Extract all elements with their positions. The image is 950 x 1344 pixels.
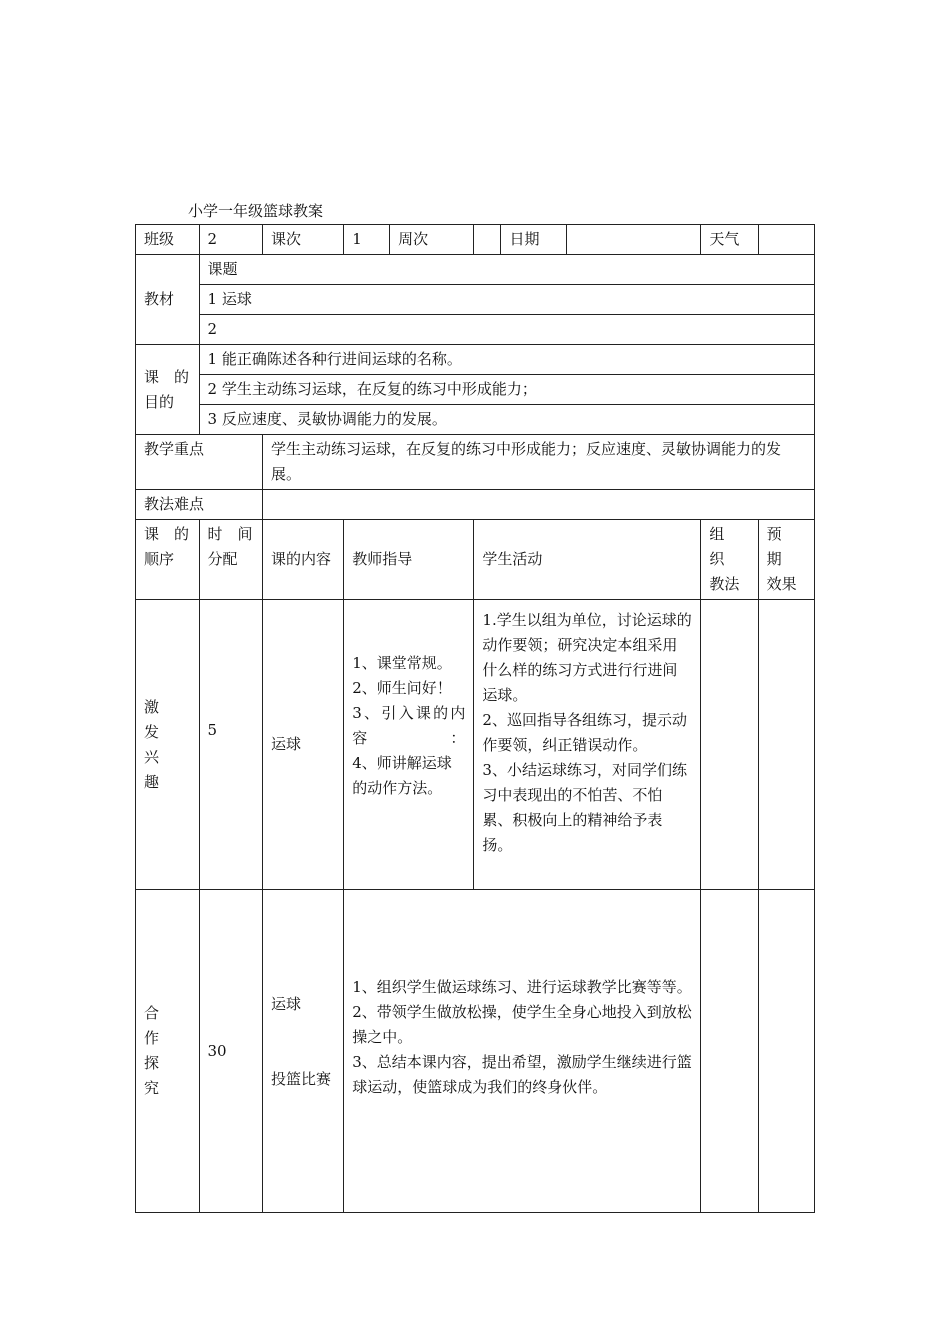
section-activity [344, 890, 701, 1213]
section-stage [136, 600, 200, 890]
section-row [136, 600, 815, 890]
lesson-plan-table [135, 224, 815, 1213]
col-student: 学生活动 [474, 520, 701, 600]
lesson-label: 课次 [263, 225, 344, 255]
weather-label: 天气 [701, 225, 758, 255]
section-time: 30 [199, 890, 263, 1213]
content-item: 运球 [271, 995, 302, 1013]
teacher-step: 4、师讲解运球的动作方法。 [352, 753, 452, 797]
student-step: 2、巡回指导各组练习，提示动作要领，纠正错误动作。 [482, 711, 687, 754]
student-step: 1.学生以组为单位，讨论运球的动作要领；研究决定本组采用什么样的练习方式进行行进间运球。 [482, 611, 692, 704]
teacher-step: 3、引入课的内容： [352, 703, 466, 747]
key-point-row [136, 435, 815, 490]
section-teacher [344, 600, 474, 890]
section-effect [758, 890, 814, 1213]
purpose-row [136, 345, 815, 375]
purpose-row [136, 405, 815, 435]
col-organize-line2: 教法 [709, 575, 740, 593]
stage-char: 趣 [144, 772, 160, 791]
weather-value [758, 225, 814, 255]
stage-char: 探 [144, 1054, 160, 1072]
page-title: 小学一年级篮球教案 [188, 202, 324, 220]
column-header-row [136, 520, 815, 600]
section-content [263, 890, 344, 1213]
student-step: 3、小结运球练习，对同学们练习中表现出的不怕苦、不怕累、积极向上的精神给予表扬。 [482, 761, 687, 854]
purpose-item-1: 1 能正确陈述各种行进间运球的名称。 [199, 345, 814, 375]
stage-char: 激 [144, 697, 160, 716]
content-item: 投篮比赛 [271, 1070, 332, 1088]
section-organize [701, 600, 758, 890]
material-topic: 课题 [199, 255, 814, 285]
key-point-text: 学生主动练习运球，在反复的练习中形成能力；反应速度、灵敏协调能力的发展。 [263, 435, 815, 490]
stage-char: 究 [144, 1079, 160, 1097]
stage-char: 合 [144, 1004, 160, 1022]
activity-step: 1、组织学生做运球练习、进行运球教学比赛等等。 [352, 977, 692, 996]
date-value [567, 225, 701, 255]
header-row [136, 225, 815, 255]
stage-char: 兴 [144, 747, 160, 766]
stage-char: 作 [144, 1029, 160, 1047]
difficulty-row [136, 490, 815, 520]
class-value: 2 [199, 225, 263, 255]
teacher-step: 2、师生问好！ [352, 678, 452, 697]
class-label: 班级 [136, 225, 200, 255]
material-row [136, 315, 815, 345]
activity-step: 3、总结本课内容，提出希望，激励学生继续进行篮球运动，使篮球成为我们的终身伙伴。 [352, 1052, 692, 1096]
col-order-line2: 顺序 [144, 550, 175, 568]
material-item-1: 1 运球 [199, 285, 814, 315]
week-value [474, 225, 501, 255]
material-row [136, 255, 815, 285]
material-row [136, 285, 815, 315]
purpose-row [136, 375, 815, 405]
section-effect [758, 600, 814, 890]
purpose-label-line1: 课 的 [144, 367, 190, 386]
col-teacher: 教师指导 [344, 520, 474, 600]
col-organize [701, 520, 758, 600]
stage-char: 发 [144, 722, 160, 741]
purpose-label [136, 345, 200, 435]
section-time: 5 [199, 600, 263, 890]
activity-step: 2、带领学生做放松操，使学生全身心地投入到放松操之中。 [352, 1002, 692, 1046]
lesson-value: 1 [344, 225, 390, 255]
difficulty-text [263, 490, 815, 520]
section-organize [701, 890, 758, 1213]
col-order [136, 520, 200, 600]
purpose-item-3: 3 反应速度、灵敏协调能力的发展。 [199, 405, 814, 435]
section-row [136, 890, 815, 1213]
teacher-step: 1、课堂常规。 [352, 653, 452, 672]
purpose-item-2: 2 学生主动练习运球，在反复的练习中形成能力； [199, 375, 814, 405]
col-time-line1: 时 间 [207, 525, 253, 543]
date-label: 日期 [501, 225, 567, 255]
col-effect-line2: 效果 [766, 575, 797, 593]
col-order-line1: 课 的 [144, 525, 190, 543]
purpose-label-line2: 目的 [144, 392, 175, 411]
col-content: 课的内容 [263, 520, 344, 600]
key-point-label: 教学重点 [136, 435, 263, 490]
material-label: 教材 [136, 255, 200, 345]
col-time [199, 520, 263, 600]
col-effect-line1: 预 期 [766, 525, 797, 568]
week-label: 周次 [390, 225, 474, 255]
col-time-line2: 分配 [207, 550, 238, 568]
col-organize-line1: 组 织 [709, 525, 740, 568]
col-effect [758, 520, 814, 600]
section-content: 运球 [263, 600, 344, 890]
material-item-2: 2 [199, 315, 814, 345]
section-stage [136, 890, 200, 1213]
section-student [474, 600, 701, 890]
difficulty-label: 教法难点 [136, 490, 263, 520]
